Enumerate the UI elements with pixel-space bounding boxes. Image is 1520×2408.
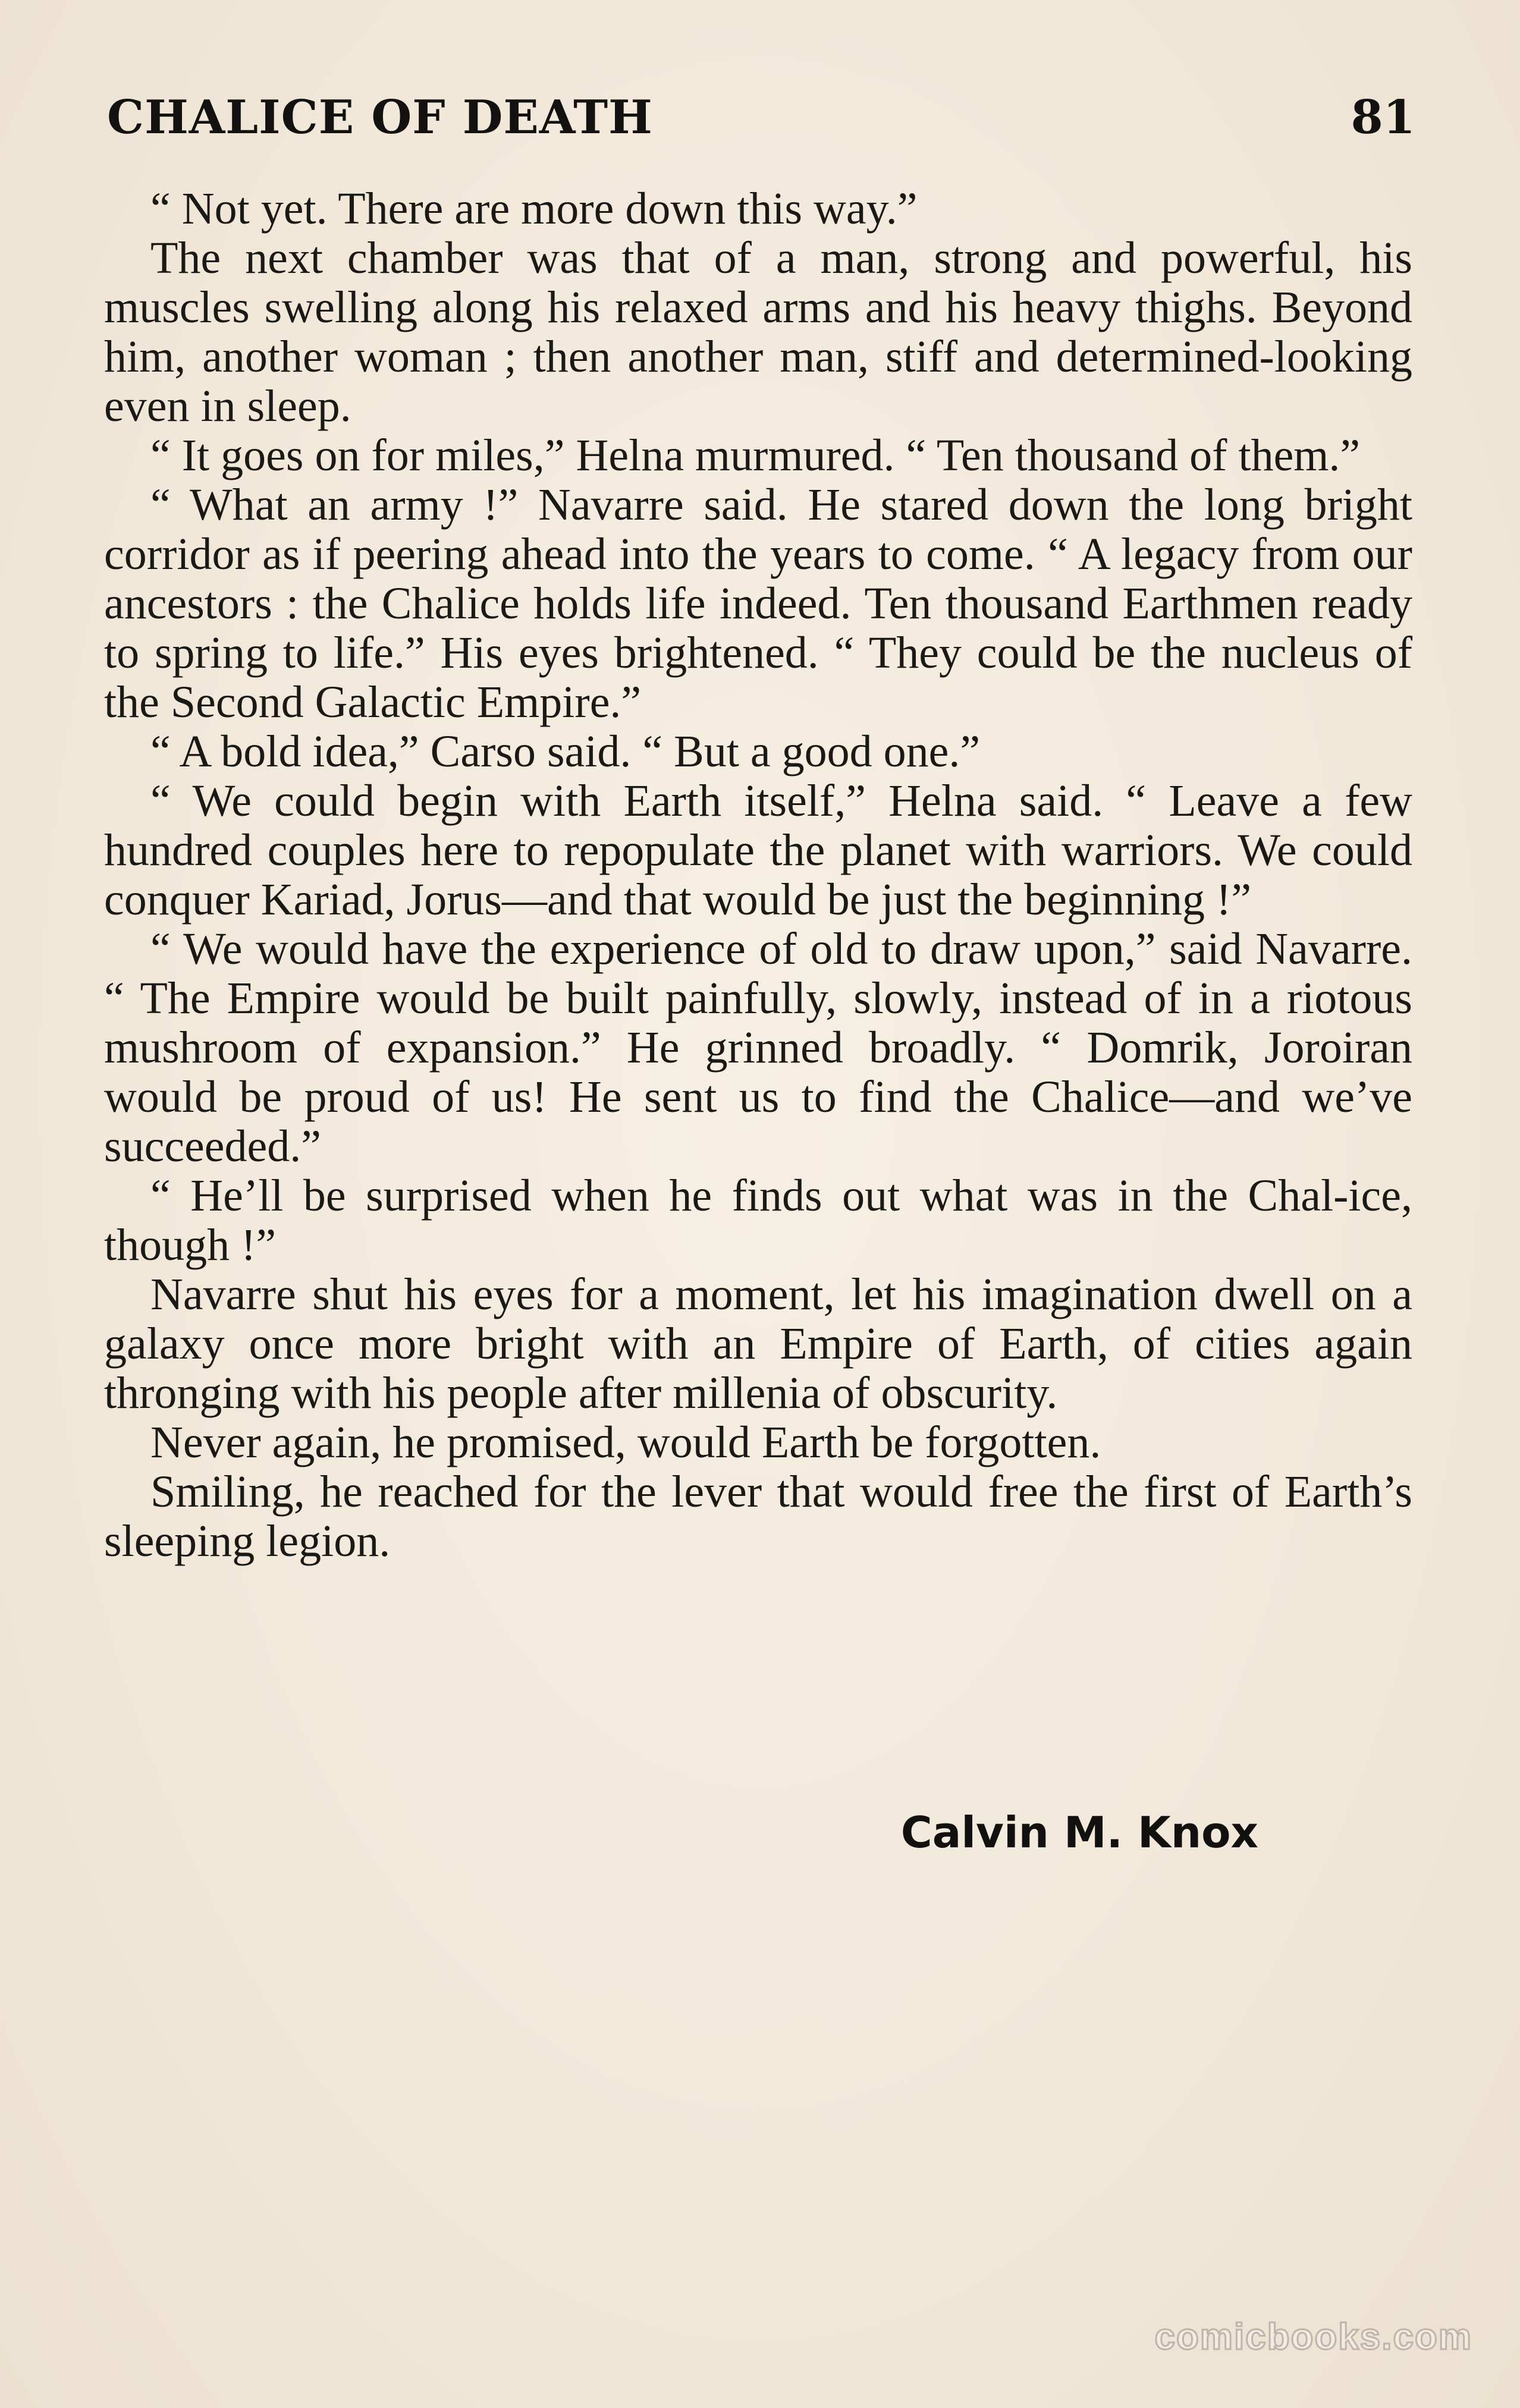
paragraph: “ We would have the experience of old to draw upon,” said Navarre. “ The Empire would be built painfully, slowly, instead of in a riotous mushroom of expansion.” He grinned broadly. “ Domrik, Joroiran would be proud of us! He sent us to find the Chalice—and we’ve succeeded.”	[104, 924, 1412, 1171]
paragraph: Never again, he promised, would Earth be forgotten.	[150, 1417, 1101, 1467]
site-watermark: comicbooks.com	[1154, 2316, 1472, 2357]
paragraph: Navarre shut his eyes for a moment, let his imagination dwell on a galaxy once more bright with an Empire of Earth, of cities again thronging with his people after millenia of obscurity.	[104, 1269, 1412, 1418]
page-number: 81	[1351, 90, 1415, 144]
paragraph: Smiling, he reached for the lever that would free the first of Earth’s sleeping legion.	[104, 1467, 1412, 1566]
paragraph: The next chamber was that of a man, strong and powerful, his muscles swelling along his relaxed arms and his heavy thighs. Beyond him, another woman ; then another man, stiff and determined-looking even in sleep.	[104, 233, 1412, 431]
paragraph: “ What an army !” Navarre said. He stared down the long bright corridor as if peering ahead into the years to come. “ A legacy from our ancestors : the Chalice holds life indeed. Ten thousand Earthmen ready to spring to life.” His eyes brightened. “ They could be the nucleus of the Second Galactic Empire.”	[104, 480, 1412, 727]
paragraph: “ We could begin with Earth itself,” Helna said. “ Leave a few hundred couples here to repopulate the planet with warriors. We could conquer Kariad, Jorus—and that would be just the beginning !”	[104, 776, 1412, 925]
paragraph: “ He’ll be surprised when he finds out what was in the Chal-ice, though !”	[104, 1171, 1412, 1270]
author-byline: Calvin M. Knox	[900, 1807, 1258, 1857]
paragraph: “ It goes on for miles,” Helna murmured. “ Ten thousand of them.”	[150, 430, 1361, 480]
paragraph: “ A bold idea,” Carso said. “ But a good one.”	[150, 727, 981, 777]
running-title: CHALICE OF DEATH	[107, 90, 653, 144]
paragraph: “ Not yet. There are more down this way.”	[150, 184, 918, 234]
page-header	[107, 83, 1415, 161]
story-body	[104, 184, 1412, 1566]
